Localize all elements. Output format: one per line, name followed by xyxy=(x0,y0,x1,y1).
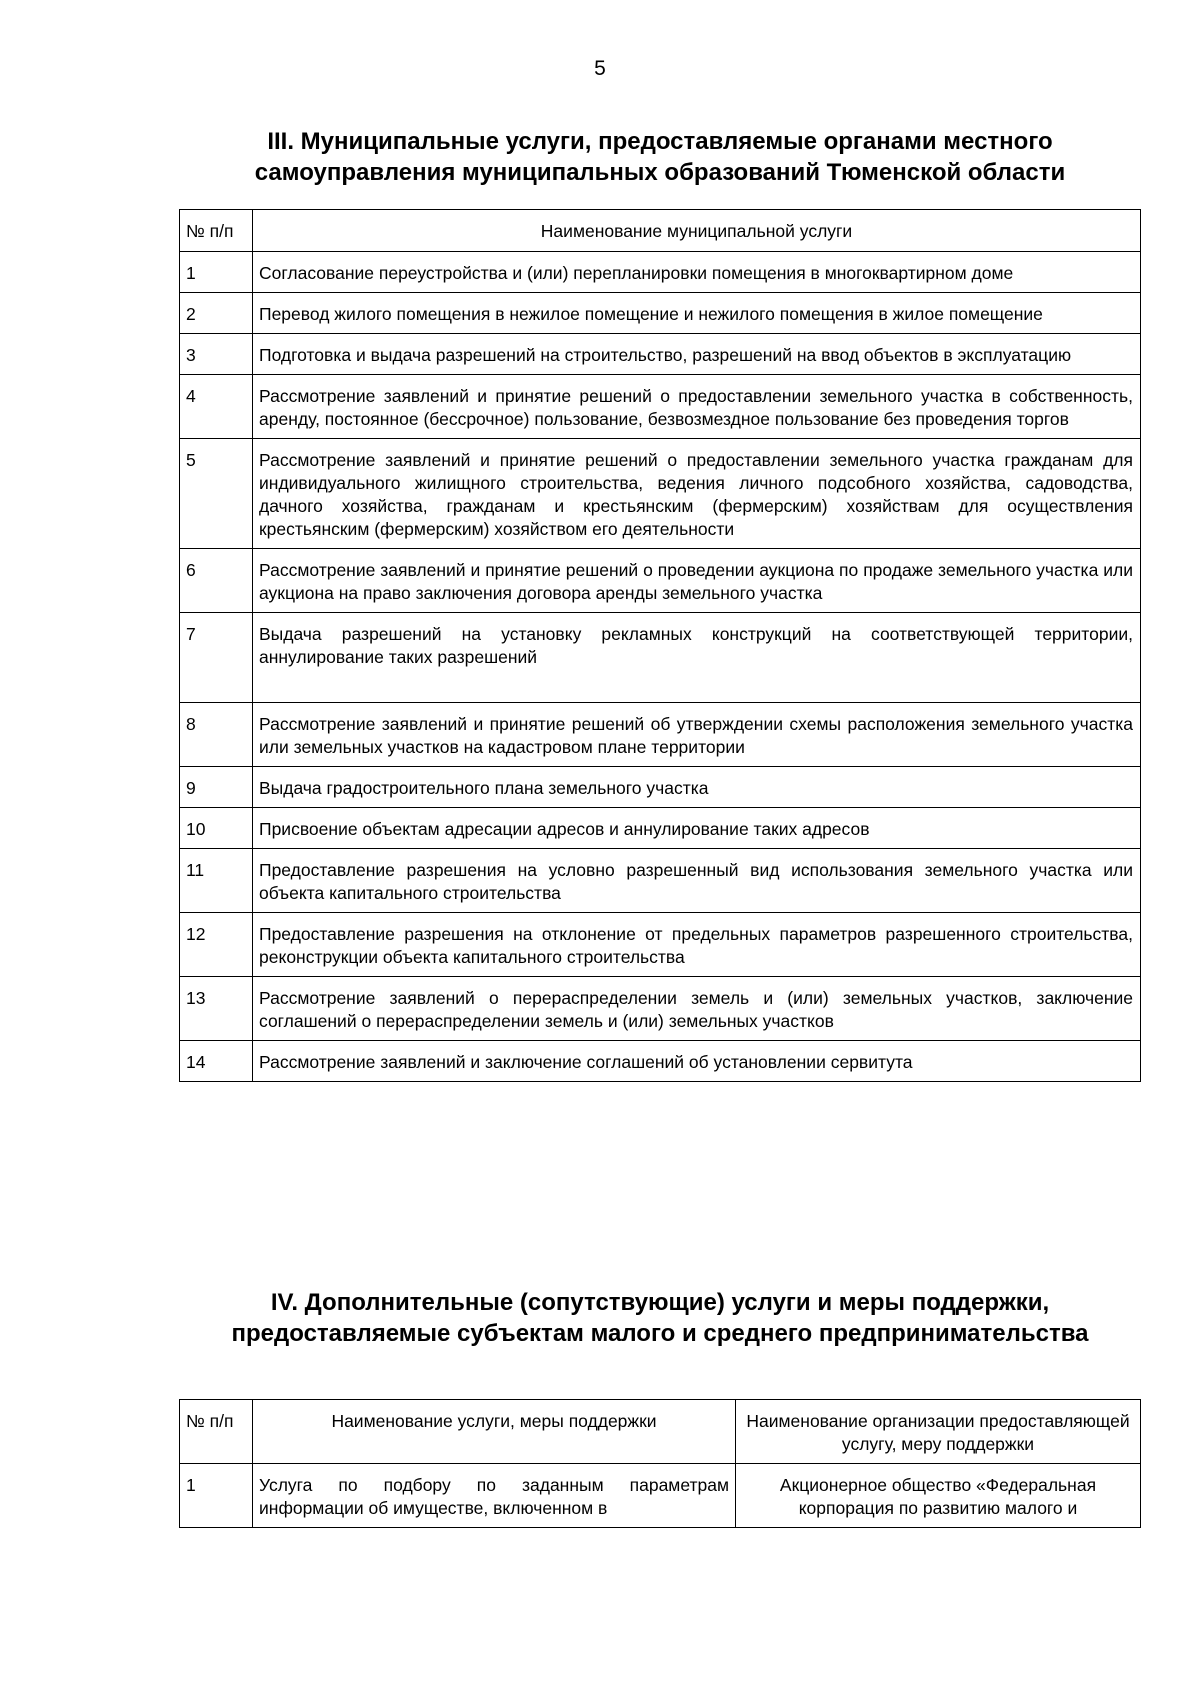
table-header-row xyxy=(180,210,1141,252)
row-service: Согласование переустройства и (или) перепланировки помещения в многоквартирном доме xyxy=(253,252,1141,293)
row-service: Предоставление разрешения на отклонение от предельных параметров разрешенного строительства, реконструкции объекта капитального строительства xyxy=(253,913,1141,977)
row-service: Рассмотрение заявлений и принятие решений о проведении аукциона по продаже земельного участка или аукциона на право заключения договора аренды земельного участка xyxy=(253,549,1141,613)
table-header-row xyxy=(180,1400,1141,1464)
row-num: 9 xyxy=(180,767,253,808)
table-row xyxy=(180,549,1141,613)
section-4-title: IV. Дополнительные (сопутствующие) услуги и меры поддержки, предоставляемые субъектам малого и среднего предпринимательства xyxy=(231,1289,1089,1347)
header-service-name: Наименование услуги, меры поддержки xyxy=(253,1400,736,1464)
table-row xyxy=(180,293,1141,334)
row-num: 2 xyxy=(180,293,253,334)
row-num: 14 xyxy=(180,1041,253,1082)
row-service: Перевод жилого помещения в нежилое помещение и нежилого помещения в жилое помещение xyxy=(253,293,1141,334)
row-num: 5 xyxy=(180,439,253,549)
table-row xyxy=(180,334,1141,375)
row-service: Услуга по подбору по заданным параметрам информации об имуществе, включенном в xyxy=(253,1464,736,1528)
page-number: 5 xyxy=(594,57,606,80)
row-num: 4 xyxy=(180,375,253,439)
header-num: № п/п xyxy=(180,210,253,252)
table-row xyxy=(180,913,1141,977)
support-measures-table xyxy=(179,1399,1141,1528)
row-num: 1 xyxy=(180,252,253,293)
row-num: 13 xyxy=(180,977,253,1041)
row-service: Выдача разрешений на установку рекламных конструкций на соответствующей территории, аннулирование таких разрешений xyxy=(253,613,1141,703)
row-service: Рассмотрение заявлений и принятие решений об утверждении схемы расположения земельного участка или земельных участков на кадастровом плане территории xyxy=(253,703,1141,767)
municipal-services-table xyxy=(179,209,1141,1082)
table-row xyxy=(180,977,1141,1041)
row-num: 3 xyxy=(180,334,253,375)
row-service: Рассмотрение заявлений о перераспределении земель и (или) земельных участков, заключение соглашений о перераспределении земель и (или) земельных участков xyxy=(253,977,1141,1041)
header-service-name: Наименование муниципальной услуги xyxy=(253,210,1141,252)
row-service: Рассмотрение заявлений и принятие решений о предоставлении земельного участка гражданам для индивидуального жилищного строительства, ведения личного подсобного хозяйства, садоводства, дачного хозяйства, гражданам и крестьянским (фермерским) хозяйствам для осуществления крестьянским (фермерским) хозяйством его деятельности xyxy=(253,439,1141,549)
row-num: 8 xyxy=(180,703,253,767)
row-service: Присвоение объектам адресации адресов и аннулирование таких адресов xyxy=(253,808,1141,849)
table-row xyxy=(180,613,1141,703)
row-num: 1 xyxy=(180,1464,253,1528)
table-row xyxy=(180,1041,1141,1082)
table-row xyxy=(180,439,1141,549)
section-3-title: III. Муниципальные услуги, предоставляемые органами местного самоуправления муниципальных образований Тюменской области xyxy=(254,128,1066,186)
table-row xyxy=(180,1464,1141,1528)
row-service: Выдача градостроительного плана земельного участка xyxy=(253,767,1141,808)
row-num: 12 xyxy=(180,913,253,977)
row-service: Подготовка и выдача разрешений на строительство, разрешений на ввод объектов в эксплуатацию xyxy=(253,334,1141,375)
row-service: Рассмотрение заявлений и заключение соглашений об установлении сервитута xyxy=(253,1041,1141,1082)
table-row xyxy=(180,808,1141,849)
header-organization: Наименование организации предоставляющей услугу, меру поддержки xyxy=(736,1400,1141,1464)
table-row xyxy=(180,767,1141,808)
row-num: 11 xyxy=(180,849,253,913)
row-num: 10 xyxy=(180,808,253,849)
row-service: Рассмотрение заявлений и принятие решений о предоставлении земельного участка в собственность, аренду, постоянное (бессрочное) пользование, безвозмездное пользование без проведения торгов xyxy=(253,375,1141,439)
row-num: 7 xyxy=(180,613,253,703)
table-row xyxy=(180,703,1141,767)
table-row xyxy=(180,375,1141,439)
table-row xyxy=(180,849,1141,913)
header-num: № п/п xyxy=(180,1400,253,1464)
table-row xyxy=(180,252,1141,293)
row-service: Предоставление разрешения на условно разрешенный вид использования земельного участка или объекта капитального строительства xyxy=(253,849,1141,913)
row-num: 6 xyxy=(180,549,253,613)
row-organization: Акционерное общество «Федеральная корпорация по развитию малого и xyxy=(736,1464,1141,1528)
